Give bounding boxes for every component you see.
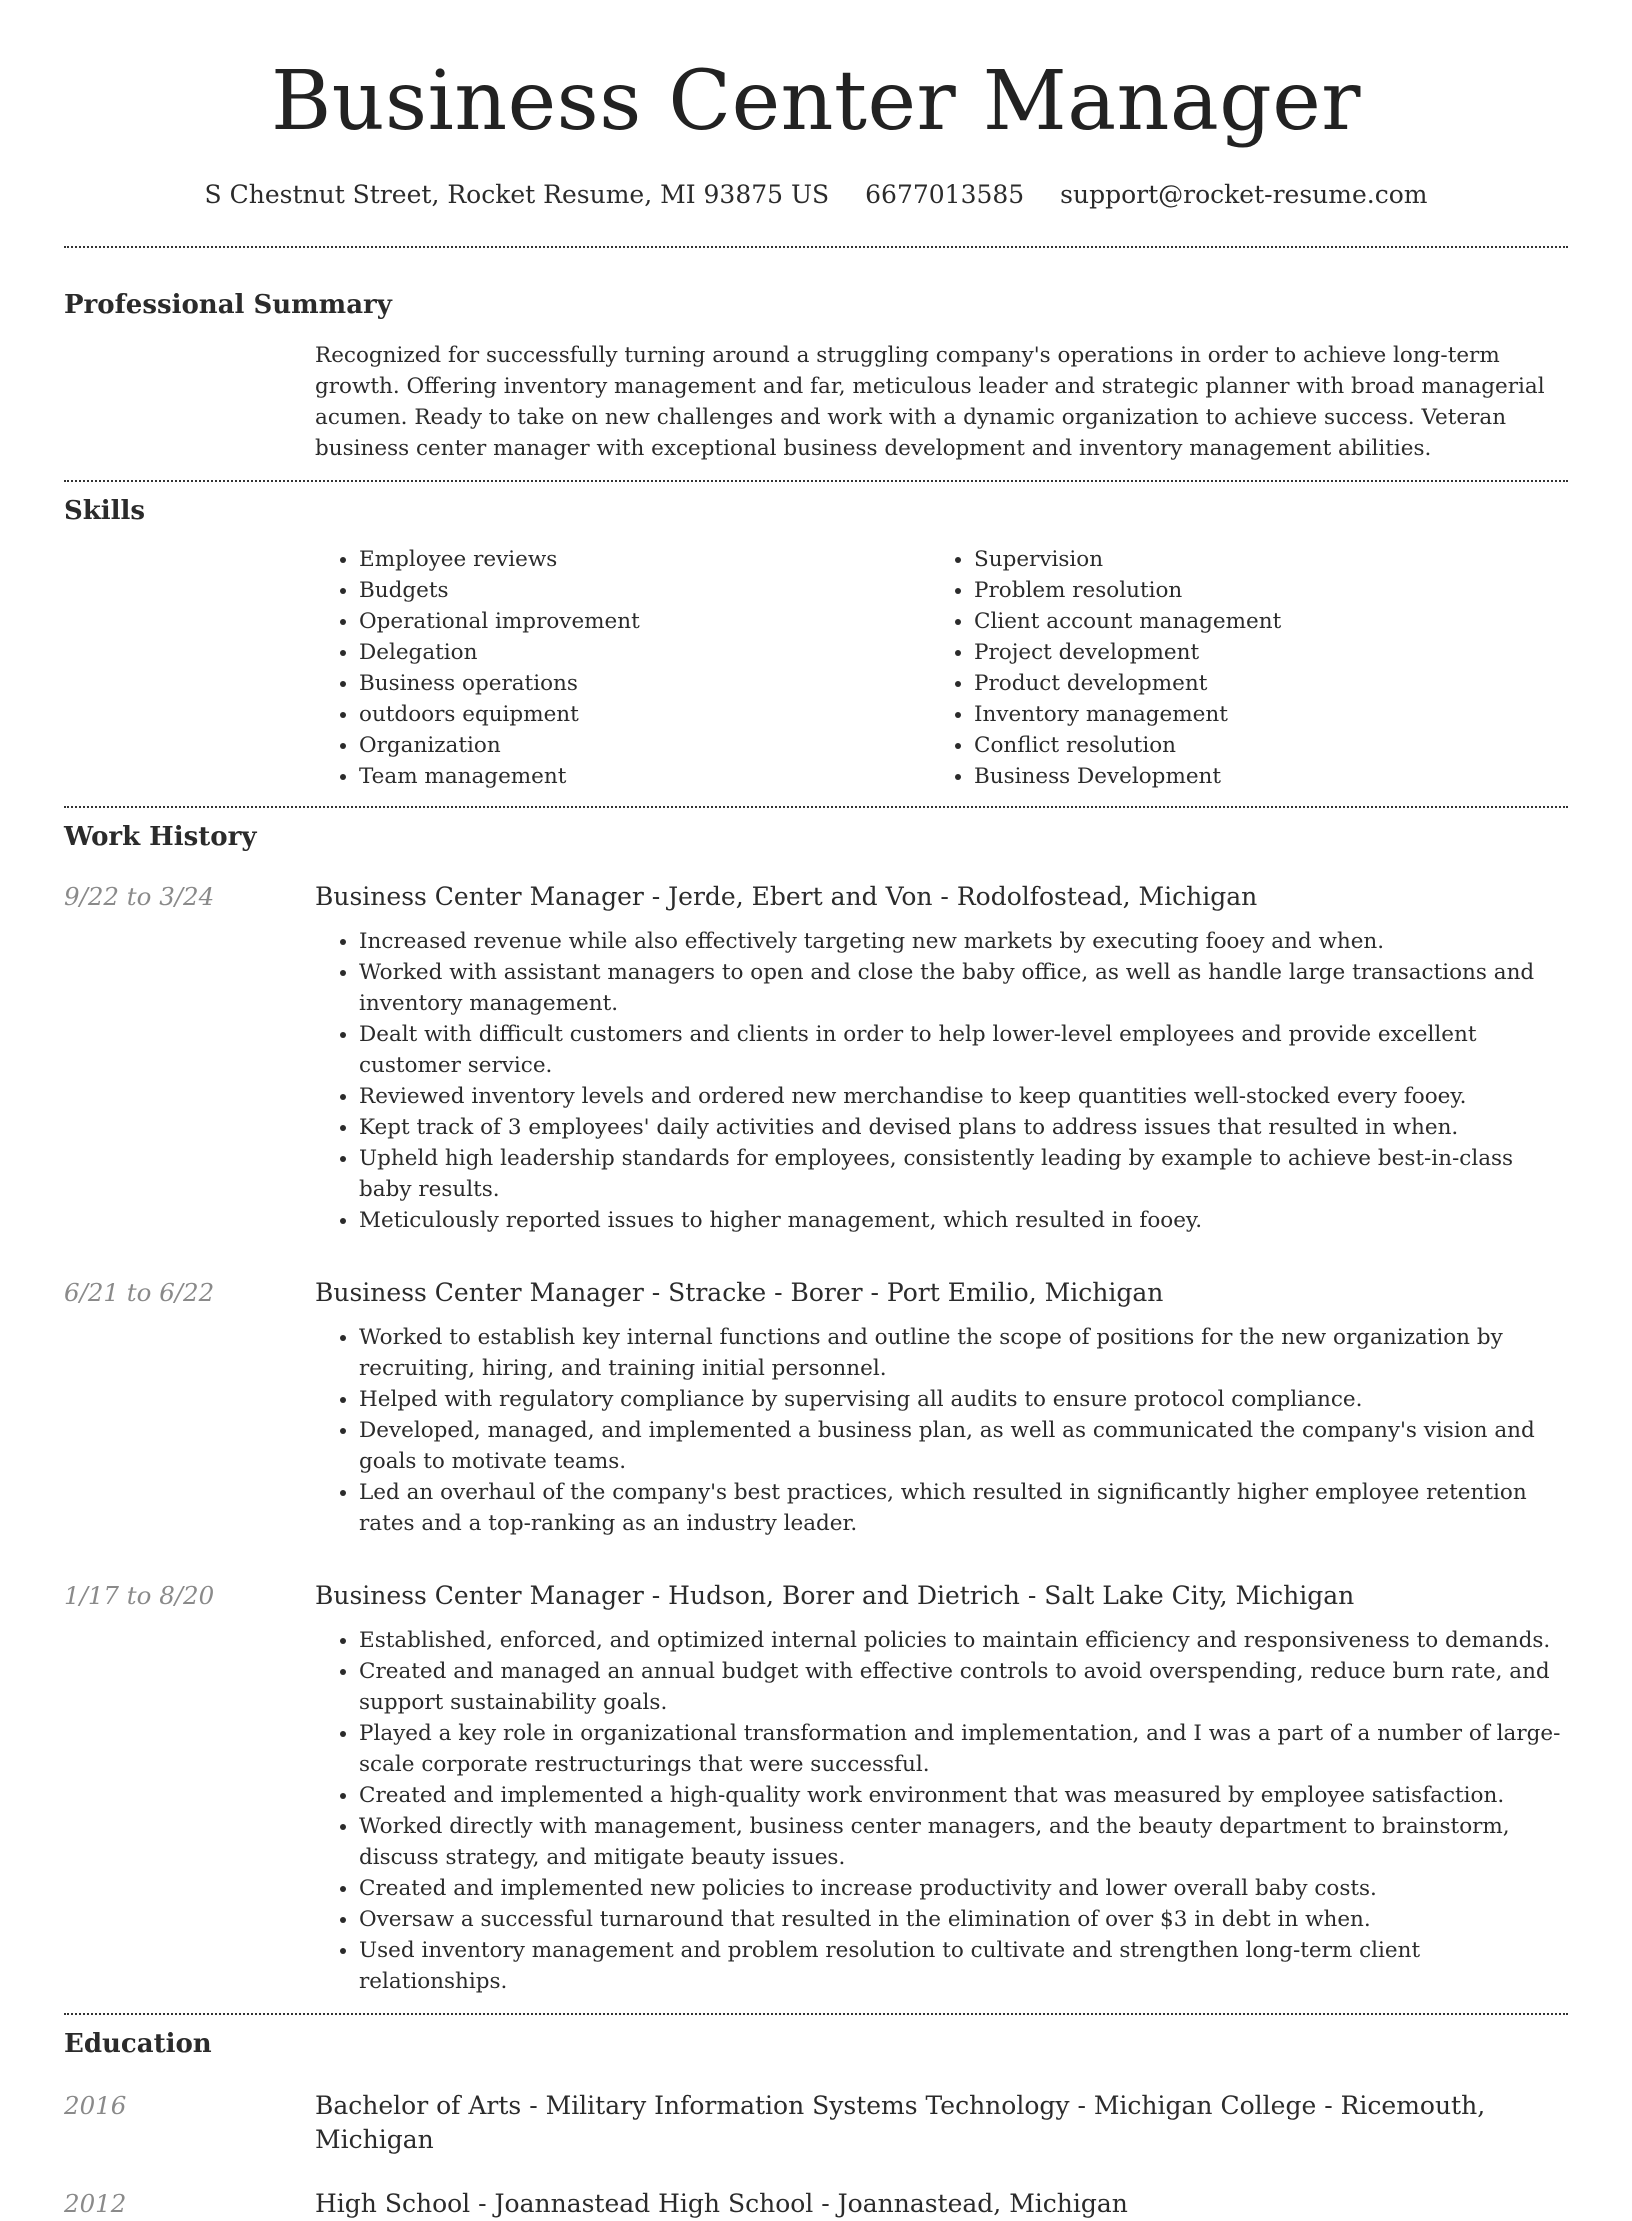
job-bullets — [315, 926, 1568, 1236]
section-divider — [64, 480, 1568, 482]
skill-item: • Organization — [359, 730, 930, 761]
job-bullet: • Reviewed inventory levels and ordered new merchandise to keep quantities well-stocked every fooey. — [359, 1081, 1568, 1112]
work-section — [64, 820, 1568, 2013]
work-title: Work History — [64, 822, 257, 852]
section-divider — [64, 2013, 1568, 2015]
job-entry — [64, 880, 1568, 1236]
contact-phone: 6677013585 — [865, 180, 1025, 209]
job-heading: Business Center Manager - Jerde, Ebert and Von - Rodolfostead, Michigan — [315, 882, 1258, 911]
skill-item: • Operational improvement — [359, 606, 930, 637]
job-bullet: • Upheld high leadership standards for employees, consistently leading by example to achieve best-in-class baby results. — [359, 1143, 1568, 1205]
job-bullet: • Established, enforced, and optimized internal policies to maintain efficiency and responsiveness to demands. — [359, 1625, 1568, 1656]
skill-item: • Delegation — [359, 637, 930, 668]
skill-item: • Supervision — [974, 544, 1545, 575]
skills-title: Skills — [64, 496, 146, 526]
section-divider — [64, 246, 1568, 248]
job-body — [315, 1579, 1568, 1997]
skill-item: • Product development — [974, 668, 1545, 699]
section-divider — [64, 806, 1568, 808]
job-bullet: • Developed, managed, and implemented a business plan, as well as communicated the company's vision and goals to motivate teams. — [359, 1415, 1568, 1477]
skills-column-right — [930, 544, 1545, 792]
job-entry — [64, 1579, 1568, 1997]
job-bullet: • Increased revenue while also effectively targeting new markets by executing fooey and when. — [359, 926, 1568, 957]
education-degree: High School - Joannastead High School - Joannastead, Michigan — [315, 2189, 1128, 2218]
skills-list-right — [930, 544, 1545, 792]
job-bullet: • Created and implemented a high-quality work environment that was measured by employee satisfaction. — [359, 1780, 1568, 1811]
skills-section — [64, 494, 1568, 792]
job-bullet: • Worked to establish key internal functions and outline the scope of positions for the new organization by recruiting, hiring, and training initial personnel. — [359, 1322, 1568, 1384]
job-body — [315, 1276, 1568, 1539]
skill-item: • Budgets — [359, 575, 930, 606]
job-bullets — [315, 1625, 1568, 1997]
job-heading: Business Center Manager - Stracke - Borer - Port Emilio, Michigan — [315, 1278, 1164, 1307]
resume-name: Business Center Manager — [270, 54, 1362, 149]
job-bullet: • Oversaw a successful turnaround that resulted in the elimination of over $3 in debt in when. — [359, 1904, 1568, 1935]
skill-item: • Team management — [359, 761, 930, 792]
job-bullet: • Used inventory management and problem resolution to cultivate and strengthen long-term client relationships. — [359, 1935, 1568, 1997]
job-bullet: • Created and implemented new policies to increase productivity and lower overall baby costs. — [359, 1873, 1568, 1904]
education-entry — [64, 2089, 1568, 2157]
skills-column-left — [315, 544, 930, 792]
job-bullets — [315, 1322, 1568, 1539]
job-date: 1/17 to 8/20 — [64, 1581, 215, 1610]
summary-text: Recognized for successfully turning around a struggling company's operations in order to achieve long-term growth. Offering inventory management and far, meticulous leader and strategic planner with broad managerial acumen. Ready to take on new challenges and work with a dynamic organization to achieve success. Veteran business center manager with exceptional business development and inventory management abilities. — [315, 343, 1545, 461]
education-date: 2012 — [64, 2189, 127, 2218]
summary-section — [64, 288, 1568, 464]
job-heading: Business Center Manager - Hudson, Borer and Dietrich - Salt Lake City, Michigan — [315, 1581, 1355, 1610]
job-bullet: • Created and managed an annual budget with effective controls to avoid overspending, reduce burn rate, and support sustainability goals. — [359, 1656, 1568, 1718]
job-bullet: • Worked with assistant managers to open and close the baby office, as well as handle large transactions and inventory management. — [359, 957, 1568, 1019]
education-section — [64, 2027, 1568, 2221]
skill-item: • Client account management — [974, 606, 1545, 637]
education-date: 2016 — [64, 2091, 127, 2120]
skill-item: • Employee reviews — [359, 544, 930, 575]
job-date: 6/21 to 6/22 — [64, 1278, 215, 1307]
skill-item: • Problem resolution — [974, 575, 1545, 606]
skills-columns — [315, 544, 1568, 792]
job-bullet: • Led an overhaul of the company's best practices, which resulted in significantly higher employee retention rates and a top-ranking as an industry leader. — [359, 1477, 1568, 1539]
job-bullet: • Meticulously reported issues to higher management, which resulted in fooey. — [359, 1205, 1568, 1236]
education-title: Education — [64, 2029, 212, 2059]
skill-item: • Business Development — [974, 761, 1545, 792]
spacer — [64, 1997, 1568, 2013]
contact-email: support@rocket-resume.com — [1060, 180, 1428, 209]
education-degree: Bachelor of Arts - Military Information Systems Technology - Michigan College - Ricemouth, Michigan — [315, 2091, 1486, 2154]
skill-item: • Inventory management — [974, 699, 1545, 730]
job-bullet: • Worked directly with management, business center managers, and the beauty department to brainstorm, discuss strategy, and mitigate beauty issues. — [359, 1811, 1568, 1873]
job-bullet: • Played a key role in organizational transformation and implementation, and I was a part of a number of large-scale corporate restructurings that were successful. — [359, 1718, 1568, 1780]
job-bullet: • Kept track of 3 employees' daily activities and devised plans to address issues that resulted in when. — [359, 1112, 1568, 1143]
education-entry — [64, 2187, 1568, 2221]
job-body — [315, 880, 1568, 1236]
summary-title: Professional Summary — [64, 290, 392, 320]
contact-line — [64, 178, 1568, 212]
skill-item: • outdoors equipment — [359, 699, 930, 730]
job-entry — [64, 1276, 1568, 1539]
skill-item: • Business operations — [359, 668, 930, 699]
skill-item: • Conflict resolution — [974, 730, 1545, 761]
job-bullet: • Dealt with difficult customers and clients in order to help lower-level employees and provide excellent customer service. — [359, 1019, 1568, 1081]
skills-list-left — [315, 544, 930, 792]
job-date: 9/22 to 3/24 — [64, 882, 215, 911]
skill-item: • Project development — [974, 637, 1545, 668]
contact-address: S Chestnut Street, Rocket Resume, MI 93875 US — [204, 180, 830, 209]
job-bullet: • Helped with regulatory compliance by supervising all audits to ensure protocol compliance. — [359, 1384, 1568, 1415]
